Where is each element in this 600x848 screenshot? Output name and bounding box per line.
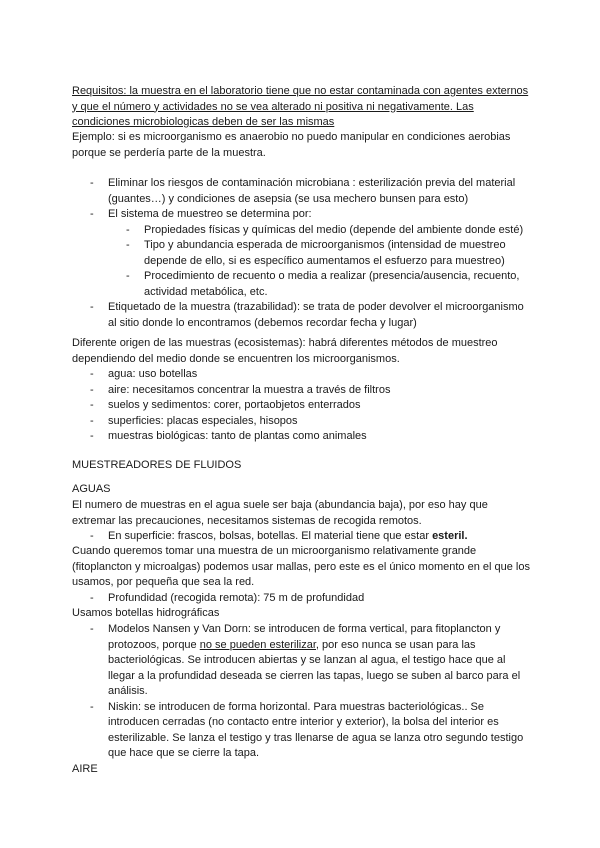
requisitos-label: Requisitos: [72, 85, 127, 97]
list-item: - El sistema de muestreo se determina por: - Propiedades físicas y químicas del medio (depende del ambiente donde esté) - Tipo y abundancia esperada de microorganismos (intensidad de muestreo depende de ello, si es específico aumentamos el esfuerzo para muestreo) - Procedimiento de recuento o media a realizar (presencia/ausencia, recuento, actividad metabólica, etc. [90, 207, 530, 300]
origen-list [90, 367, 530, 445]
list-item: - Tipo y abundancia esperada de microorganismos (intensidad de muestreo depende de ello, si es específico aumentamos el esfuerzo para muestreo) [126, 238, 530, 269]
list-item: - muestras biológicas: tanto de plantas como animales [90, 429, 530, 445]
no-esterilizar-underline: no se pueden esterilizar, [199, 638, 319, 651]
list-item: - suelos y sedimentos: corer, portaobjetos enterrados [90, 398, 530, 414]
list-item: - Profundidad (recogida remota): 75 m de profundidad [90, 591, 530, 607]
aguas-paragraph: El numero de muestras en el agua suele ser baja (abundancia baja), por eso hay que extremar las precauciones, necesitamos sistemas de recogida remotos. [72, 499, 488, 527]
esteril-bold: esteril. [432, 530, 468, 542]
list-item: - Propiedades físicas y químicas del medio (depende del ambiente donde esté) [126, 223, 530, 239]
botellas-list [90, 622, 530, 762]
list-item: - Modelos Nansen y Van Dorn: se introducen de forma vertical, para fitoplancton y protozoos, porque no se pueden esterilizar, por eso nunca se usan para las bacteriológicas. Se introducen abiertas y se lanzan al agua, el testigo hace que al llegar a la profundidad deseada se cierren las tapas, luego se suben al barco para el análisis. [90, 622, 530, 700]
heading-fluidos: MUESTREADORES DE FLUIDOS [72, 459, 242, 471]
superficie-list [90, 529, 530, 545]
heading-aguas: AGUAS [72, 483, 111, 495]
origen-paragraph: Diferente origen de las muestras (ecosistemas): habrá diferentes métodos de muestreo dependiendo del medio donde se encuentren los microorganismos. [72, 337, 498, 365]
list-item: - Eliminar los riesgos de contaminación microbiana : esterilización previa del material (guantes…) y condiciones de asepsia (se usa mechero bunsen para esto) [90, 176, 530, 207]
heading-aire: AIRE [72, 763, 98, 775]
list-item: - En superficie: frascos, bolsas, botellas. El material tiene que estar esteril. [90, 529, 530, 545]
ejemplo-paragraph: Ejemplo: si es microorganismo es anaerobio no puedo manipular en condiciones aerobias porque se perdería parte de la muestra. [72, 131, 511, 159]
list-item: - Niskin: se introducen de forma horizontal. Para muestras bacteriológicas.. Se introducen cerradas (no contacto entre interior y exterior), la bolsa del interior es esterilizable. Se lanza el testigo y tras llenarse de agua se lanza otro segundo testigo que hace que se cierre la tapa. [90, 700, 530, 762]
list-item: - aire: necesitamos concentrar la muestra a través de filtros [90, 383, 530, 399]
usamos-paragraph: Usamos botellas hidrográficas [72, 607, 220, 619]
requisitos-text: la muestra en el laboratorio tiene que no estar contaminada con agentes externos y que el número y actividades no se vea alterado ni positiva ni negativamente. Las condiciones microbiologicas deben de ser las mismas [72, 85, 529, 128]
list-item: - superficies: placas especiales, hisopos [90, 414, 530, 430]
requirements-list [90, 176, 530, 331]
list-item: - Etiquetado de la muestra (trazabilidad): se trata de poder devolver el microorganismo al sitio donde lo encontramos (debemos recordar fecha y lugar) [90, 300, 530, 331]
list-item: - agua: uso botellas [90, 367, 530, 383]
profundidad-list [90, 591, 530, 607]
requisitos-paragraph [72, 84, 532, 131]
sub-list [108, 223, 530, 301]
list-item: - Procedimiento de recuento o media a realizar (presencia/ausencia, recuento, actividad metabólica, etc. [126, 269, 530, 300]
mallas-paragraph: Cuando queremos tomar una muestra de un microorganismo relativamente grande (fitoplancton y microalgas) podemos usar mallas, pero este es el único momento en el que los usamos, por pequeña que sea la red. [72, 545, 530, 588]
